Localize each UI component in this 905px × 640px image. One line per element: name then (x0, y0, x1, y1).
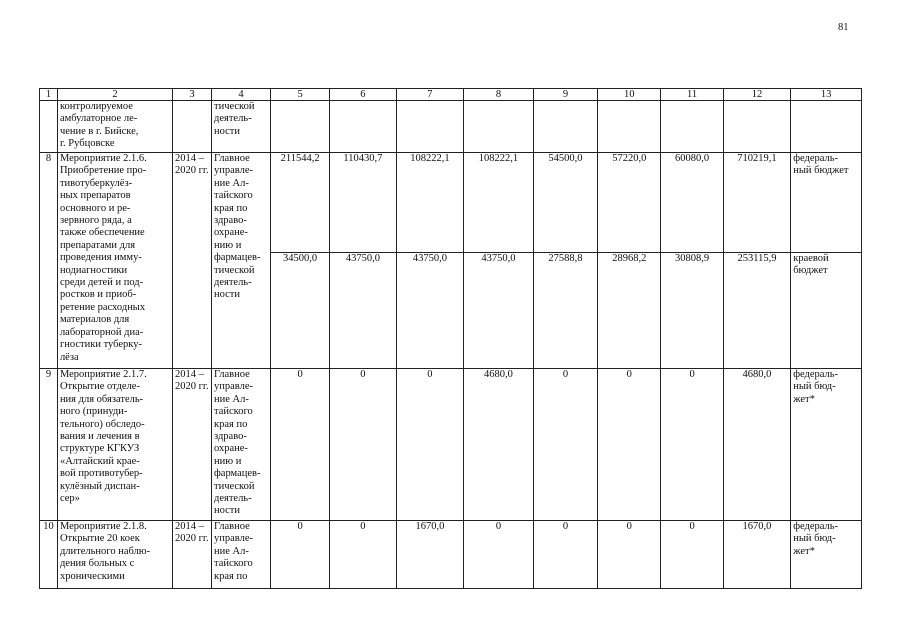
funding-value: 0 (533, 369, 597, 521)
table-row (40, 369, 862, 521)
funding-value: 28968,2 (598, 253, 661, 369)
table-row (40, 101, 862, 153)
funding-source: федераль- ный бюд- жет* (791, 521, 862, 589)
column-header: 12 (723, 89, 791, 101)
activity-executor: Главное управле- ние Ал- тайского края по (211, 521, 270, 589)
funding-value: 43750,0 (464, 253, 534, 369)
funding-value: 0 (464, 521, 534, 589)
funding-total: 253115,9 (723, 253, 791, 369)
funding-total (723, 101, 791, 153)
activity-name: контролируемое амбулаторное ле- чение в г. Бийске, г. Рубцовске (57, 101, 172, 153)
funding-value: 0 (661, 521, 723, 589)
funding-source: федераль- ный бюджет (791, 153, 862, 253)
table-row (40, 153, 862, 253)
funding-value: 0 (330, 521, 396, 589)
activity-executor: Главное управле- ние Ал- тайского края по здраво- охране- нию и фармацев- тической деятель- ности (211, 369, 270, 521)
funding-value (533, 101, 597, 153)
column-header: 3 (172, 89, 211, 101)
activity-name: Мероприятие 2.1.6. Приобретение про- тивотуберкулёз- ных препаратов основного и ре- зервного ряда, а также обеспечение препаратами для проведения имму- нодиагностики среди детей и под- ростков и приоб- ретение расходных материалов для лабораторной диа- гностики туберку- лёза (57, 153, 172, 369)
column-header: 11 (661, 89, 723, 101)
funding-value: 43750,0 (330, 253, 396, 369)
column-number-header-row (40, 89, 862, 101)
column-header: 8 (464, 89, 534, 101)
funding-value: 57220,0 (598, 153, 661, 253)
funding-total: 710219,1 (723, 153, 791, 253)
row-number (40, 101, 58, 153)
funding-value: 4680,0 (464, 369, 534, 521)
column-header: 2 (57, 89, 172, 101)
column-header: 1 (40, 89, 58, 101)
funding-value (271, 101, 330, 153)
funding-total: 1670,0 (723, 521, 791, 589)
activity-period: 2014 – 2020 гг. (172, 521, 211, 589)
funding-value: 0 (330, 369, 396, 521)
activity-executor: тической деятель- ности (211, 101, 270, 153)
row-number: 8 (40, 153, 58, 369)
funding-source: федераль- ный бюд- жет* (791, 369, 862, 521)
activity-name: Мероприятие 2.1.7. Открытие отделе- ния для обязатель- ного (принуди- тельного) обследо- вания и лечения в структуре КГКУЗ «Алтайский крае- вой противотубер- кулёзный диспан- сер» (57, 369, 172, 521)
funding-value: 108222,1 (396, 153, 464, 253)
column-header: 6 (330, 89, 396, 101)
column-header: 4 (211, 89, 270, 101)
funding-value (396, 101, 464, 153)
funding-value: 27588,8 (533, 253, 597, 369)
activity-period: 2014 – 2020 гг. (172, 153, 211, 369)
funding-value (464, 101, 534, 153)
table-row (40, 521, 862, 589)
funding-value: 0 (661, 369, 723, 521)
funding-value: 108222,1 (464, 153, 534, 253)
funding-total: 4680,0 (723, 369, 791, 521)
funding-value: 34500,0 (271, 253, 330, 369)
funding-value: 43750,0 (396, 253, 464, 369)
page-number: 81 (838, 22, 849, 33)
funding-value: 60080,0 (661, 153, 723, 253)
row-number: 9 (40, 369, 58, 521)
column-header: 9 (533, 89, 597, 101)
funding-value (598, 101, 661, 153)
row-number: 10 (40, 521, 58, 589)
column-header: 13 (791, 89, 862, 101)
activity-period (172, 101, 211, 153)
funding-source (791, 101, 862, 153)
funding-value (661, 101, 723, 153)
funding-value: 54500,0 (533, 153, 597, 253)
funding-value: 0 (271, 521, 330, 589)
funding-value: 0 (598, 369, 661, 521)
funding-value: 110430,7 (330, 153, 396, 253)
funding-value: 0 (271, 369, 330, 521)
column-header: 5 (271, 89, 330, 101)
activity-period: 2014 – 2020 гг. (172, 369, 211, 521)
funding-value: 0 (396, 369, 464, 521)
funding-value: 0 (533, 521, 597, 589)
column-header: 7 (396, 89, 464, 101)
activity-executor: Главное управле- ние Ал- тайского края по здраво- охране- нию и фармацев- тической деятель- ности (211, 153, 270, 369)
program-activities-table (39, 88, 862, 589)
activity-name: Мероприятие 2.1.8. Открытие 20 коек длительного наблю- дения больных с хроническими (57, 521, 172, 589)
funding-value: 211544,2 (271, 153, 330, 253)
funding-value (330, 101, 396, 153)
funding-value: 1670,0 (396, 521, 464, 589)
funding-value: 0 (598, 521, 661, 589)
column-header: 10 (598, 89, 661, 101)
funding-value: 30808,9 (661, 253, 723, 369)
funding-source: краевой бюджет (791, 253, 862, 369)
